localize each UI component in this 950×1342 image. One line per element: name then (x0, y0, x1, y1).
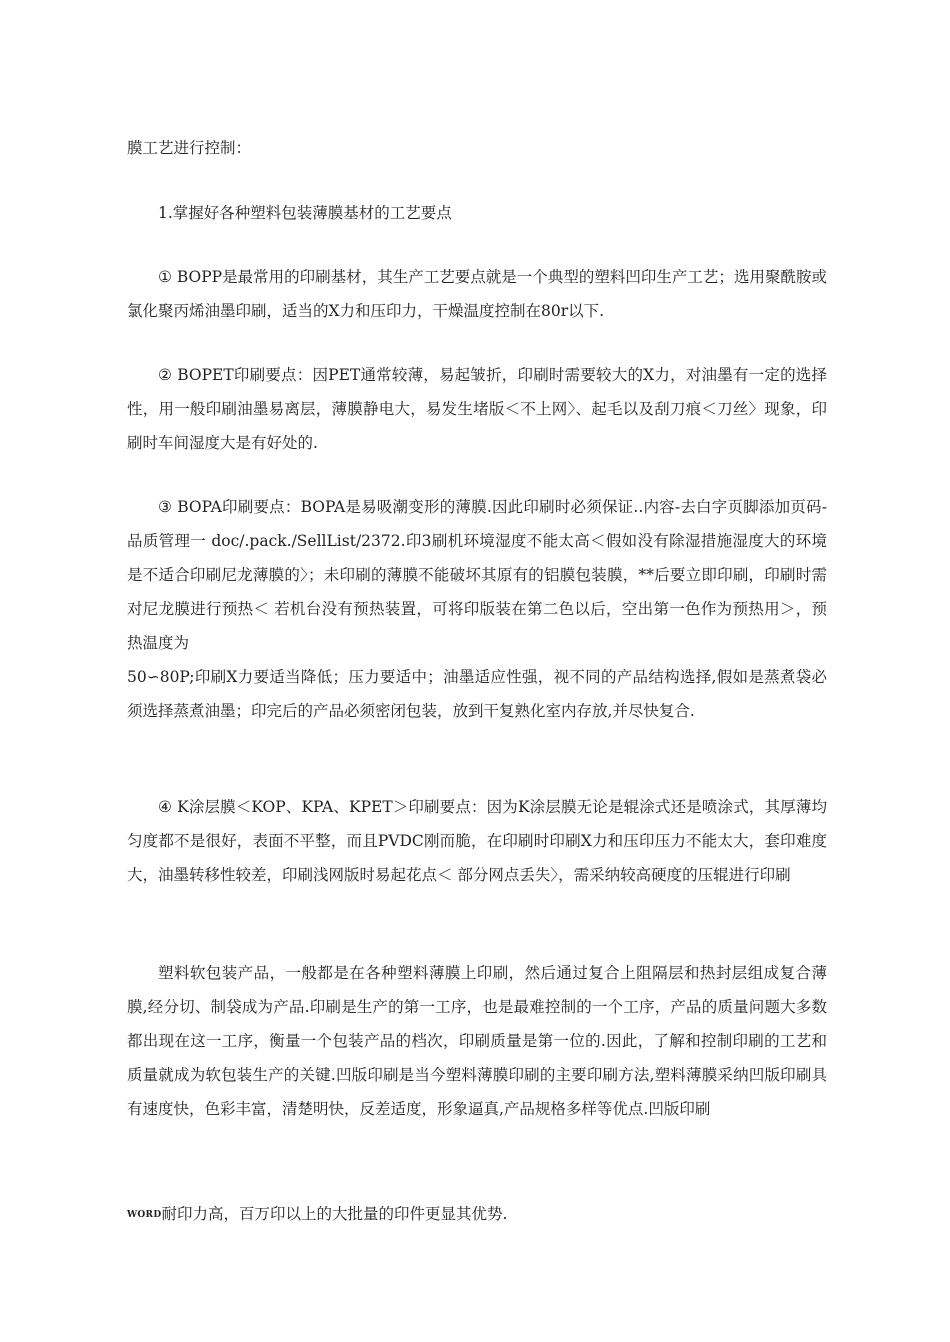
paragraph-bopa-part1: ③ BOPA印刷要点：BOPA是易吸潮变形的薄膜.因此印刷时必须保证..内容-去白字页脚添加页码-品质管理一 doc/.pack./SellList/2372.印3刷机环境湿度不能太高＜假如没有除湿措施湿度大的环境是不适合印刷尼龙薄膜的〉；未印刷的薄膜不能破坏其原有的铝膜包装膜，**后要立即印刷，印刷时需对尼龙膜进行预热＜ 若机台没有预热装置，可将印版装在第二色以后，空出第一色作为预热用＞，预热温度为 (127, 498, 827, 652)
paragraph-k-coated: ④ K涂层膜＜KOP、KPA、KPET＞印刷要点：因为K涂层膜无论是辊涂式还是喷涂式，其厚薄均匀度都不是很好，表面不平整，而且PVDC刚而脆，在印刷时印刷X力和压印压力不能太大，套印难度大，油墨转移性较差，印刷浅网版时易起花点＜ 部分网点丢失〉，需采纳较高硬度的压辊进行印刷 (127, 798, 827, 884)
paragraph-intro: 膜工艺进行控制： (127, 139, 252, 157)
paragraph-bopa-part2: 50∽80P;印刷X力要适当降低；压力要适中；油墨适应性强，视不同的产品结构选择,假如是蒸煮袋必须选择蒸煮油墨；印完后的产品必须密闭包装，放到干复熟化室内存放,并尽快复合. (127, 668, 827, 720)
paragraph-bopp: ① BOPP是最常用的印刷基材，其生产工艺要点就是一个典型的塑料凹印生产工艺；选用聚酰胺或氯化聚丙烯油墨印刷，适当的X力和压印力，干燥温度控制在80r以下. (127, 268, 827, 320)
section-heading: 1.掌握好各种塑料包装薄膜基材的工艺要点 (158, 204, 452, 222)
paragraph-bopet: ② BOPET印刷要点：因PET通常较薄，易起皱折，印刷时需要较大的X力，对油墨有一定的选择性，用一般印刷油墨易离层，薄膜静电大，易发生堵版＜不上网〉、起毛以及刮刀痕＜刀丝〉现象，印刷时车间湿度大是有好处的. (127, 366, 827, 452)
paragraph-soft-packaging: 塑料软包装产品，一般都是在各种塑料薄膜上印刷，然后通过复合上阻隔层和热封层组成复合薄膜,经分切、制袋成为产品.印刷是生产的第一工序，也是最难控制的一个工序，产品的质量问题大多数都出现在这一工序，衡量一个包装产品的档次，印刷质量是第一位的.因此，了解和控制印刷的工艺和质量就成为软包装生产的关键.凹版印刷是当今塑料薄膜印刷的主要印刷方法,塑料薄膜采纳凹版印刷具有速度快，色彩丰富，清楚明快，反差适度，形象逼真,产品规格多样等优点.凹版印刷 (127, 964, 827, 1118)
paragraph-closing (127, 1197, 827, 1232)
word-watermark: WORD (127, 1210, 162, 1220)
paragraph-bopa (127, 490, 827, 728)
paragraph-closing-text: 耐印力高，百万印以上的大批量的印件更显其优势. (161, 1205, 508, 1223)
